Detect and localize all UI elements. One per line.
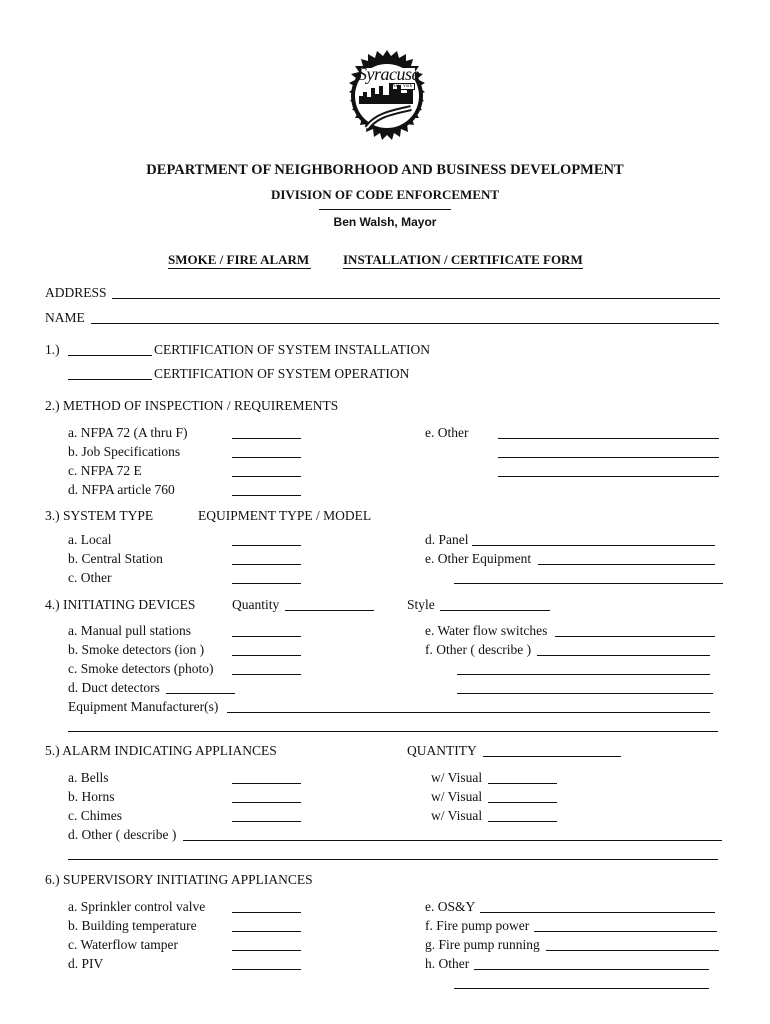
inspection-other-label: e. Other: [425, 425, 469, 440]
inspection-other-field[interactable]: [498, 457, 719, 458]
supervisory-right-field[interactable]: [480, 912, 715, 913]
department-heading: DEPARTMENT OF NEIGHBORHOOD AND BUSINESS DEVELOPMENT: [146, 162, 624, 178]
system-type-field[interactable]: [232, 564, 301, 565]
seal-text: Syracuse: [358, 64, 419, 84]
alarm-field[interactable]: [232, 821, 301, 822]
initiating-field[interactable]: [232, 655, 301, 656]
initiating-item: c. Smoke detectors (photo): [68, 661, 214, 676]
cert-install-label: CERTIFICATION OF SYSTEM INSTALLATION: [154, 342, 430, 357]
alarm-item: a. Bells: [68, 770, 109, 785]
seal-subtext: New York: [389, 83, 415, 90]
initiating-other-field-2[interactable]: [457, 674, 710, 675]
supervisory-right-field[interactable]: [534, 931, 717, 932]
supervisory-field[interactable]: [232, 950, 301, 951]
manufacturer-field-2[interactable]: [68, 731, 718, 732]
duct-detectors-field[interactable]: [166, 693, 235, 694]
initiating-other-field-3[interactable]: [457, 693, 713, 694]
quantity-field[interactable]: [285, 610, 374, 611]
alarm-quantity-field[interactable]: [483, 756, 621, 757]
supervisory-right-item: g. Fire pump running: [425, 937, 540, 952]
division-heading: DIVISION OF CODE ENFORCEMENT: [270, 187, 500, 202]
mayor-name: Ben Walsh, Mayor: [333, 215, 437, 229]
initiating-field[interactable]: [232, 636, 301, 637]
supervisory-field[interactable]: [232, 912, 301, 913]
equipment-type-title: EQUIPMENT TYPE / MODEL: [198, 508, 372, 523]
initiating-item: d. Duct detectors: [68, 680, 160, 695]
initiating-item: b. Smoke detectors (ion ): [68, 642, 205, 657]
cert-operation-label: CERTIFICATION OF SYSTEM OPERATION: [154, 366, 410, 381]
section4-title: 4.) INITIATING DEVICES: [45, 597, 196, 612]
water-flow-label: e. Water flow switches: [425, 623, 548, 638]
supervisory-right-field[interactable]: [546, 950, 719, 951]
form-title-part2: INSTALLATION / CERTIFICATE FORM: [343, 252, 583, 267]
supervisory-item: d. PIV: [68, 956, 104, 971]
supervisory-field[interactable]: [232, 969, 301, 970]
other-equipment-field-2[interactable]: [454, 583, 723, 584]
supervisory-item: a. Sprinkler control valve: [68, 899, 206, 914]
visual-label: w/ Visual: [431, 770, 483, 785]
inspection-field[interactable]: [232, 476, 301, 477]
inspection-item: c. NFPA 72 E: [68, 463, 142, 478]
supervisory-field[interactable]: [232, 931, 301, 932]
visual-field[interactable]: [488, 821, 557, 822]
alarm-item: c. Chimes: [68, 808, 122, 823]
section3-title: 3.) SYSTEM TYPE: [45, 508, 154, 523]
alarm-field[interactable]: [232, 802, 301, 803]
cert-operation-field[interactable]: [68, 379, 152, 380]
system-type-item: a. Local: [68, 532, 112, 547]
panel-field[interactable]: [472, 545, 715, 546]
supervisory-item: b. Building temperature: [68, 918, 197, 933]
section5-title: 5.) ALARM INDICATING APPLIANCES: [45, 743, 277, 758]
section2-title: 2.) METHOD OF INSPECTION / REQUIREMENTS: [45, 398, 339, 413]
water-flow-field[interactable]: [555, 636, 715, 637]
supervisory-other-field-2[interactable]: [454, 988, 709, 989]
initiating-other-label: f. Other ( describe ): [425, 642, 532, 657]
inspection-item: d. NFPA article 760: [68, 482, 175, 497]
inspection-item: a. NFPA 72 (A thru F): [68, 425, 188, 440]
visual-field[interactable]: [488, 783, 557, 784]
header-divider: [319, 209, 451, 210]
visual-label: w/ Visual: [431, 789, 483, 804]
city-seal: [337, 50, 437, 150]
supervisory-right-item: e. OS&Y: [425, 899, 476, 914]
inspection-other-field[interactable]: [498, 476, 719, 477]
visual-field[interactable]: [488, 802, 557, 803]
name-field[interactable]: [91, 323, 719, 324]
system-type-field[interactable]: [232, 583, 301, 584]
initiating-other-field[interactable]: [537, 655, 710, 656]
supervisory-right-item: f. Fire pump power: [425, 918, 530, 933]
alarm-other-field-2[interactable]: [68, 859, 718, 860]
cert-install-field[interactable]: [68, 355, 152, 356]
form-title-part1: SMOKE / FIRE ALARM: [168, 252, 310, 267]
name-label: NAME: [45, 310, 85, 325]
style-label: Style: [407, 597, 435, 612]
address-field[interactable]: [112, 298, 720, 299]
alarm-other-field[interactable]: [183, 840, 722, 841]
inspection-item: b. Job Specifications: [68, 444, 181, 459]
alarm-field[interactable]: [232, 783, 301, 784]
initiating-item: a. Manual pull stations: [68, 623, 191, 638]
initiating-field[interactable]: [232, 674, 301, 675]
system-type-item: b. Central Station: [68, 551, 163, 566]
supervisory-right-field[interactable]: [474, 969, 709, 970]
address-label: ADDRESS: [45, 285, 107, 300]
visual-label: w/ Visual: [431, 808, 483, 823]
section1-number: 1.): [45, 342, 60, 357]
alarm-other-label: d. Other ( describe ): [68, 827, 177, 842]
system-type-field[interactable]: [232, 545, 301, 546]
manufacturer-field[interactable]: [227, 712, 710, 713]
other-equipment-field[interactable]: [538, 564, 715, 565]
quantity-label: Quantity: [232, 597, 280, 612]
alarm-quantity-label: QUANTITY: [407, 743, 477, 758]
inspection-field[interactable]: [232, 457, 301, 458]
system-type-item: c. Other: [68, 570, 112, 585]
section6-title: 6.) SUPERVISORY INITIATING APPLIANCES: [45, 872, 313, 887]
panel-label: d. Panel: [425, 532, 469, 547]
inspection-other-field[interactable]: [498, 438, 719, 439]
inspection-field[interactable]: [232, 438, 301, 439]
manufacturer-label: Equipment Manufacturer(s): [68, 699, 219, 714]
alarm-item: b. Horns: [68, 789, 115, 804]
supervisory-right-item: h. Other: [425, 956, 470, 971]
other-equipment-label: e. Other Equipment: [425, 551, 532, 566]
inspection-field[interactable]: [232, 495, 301, 496]
style-field[interactable]: [440, 610, 550, 611]
supervisory-item: c. Waterflow tamper: [68, 937, 178, 952]
